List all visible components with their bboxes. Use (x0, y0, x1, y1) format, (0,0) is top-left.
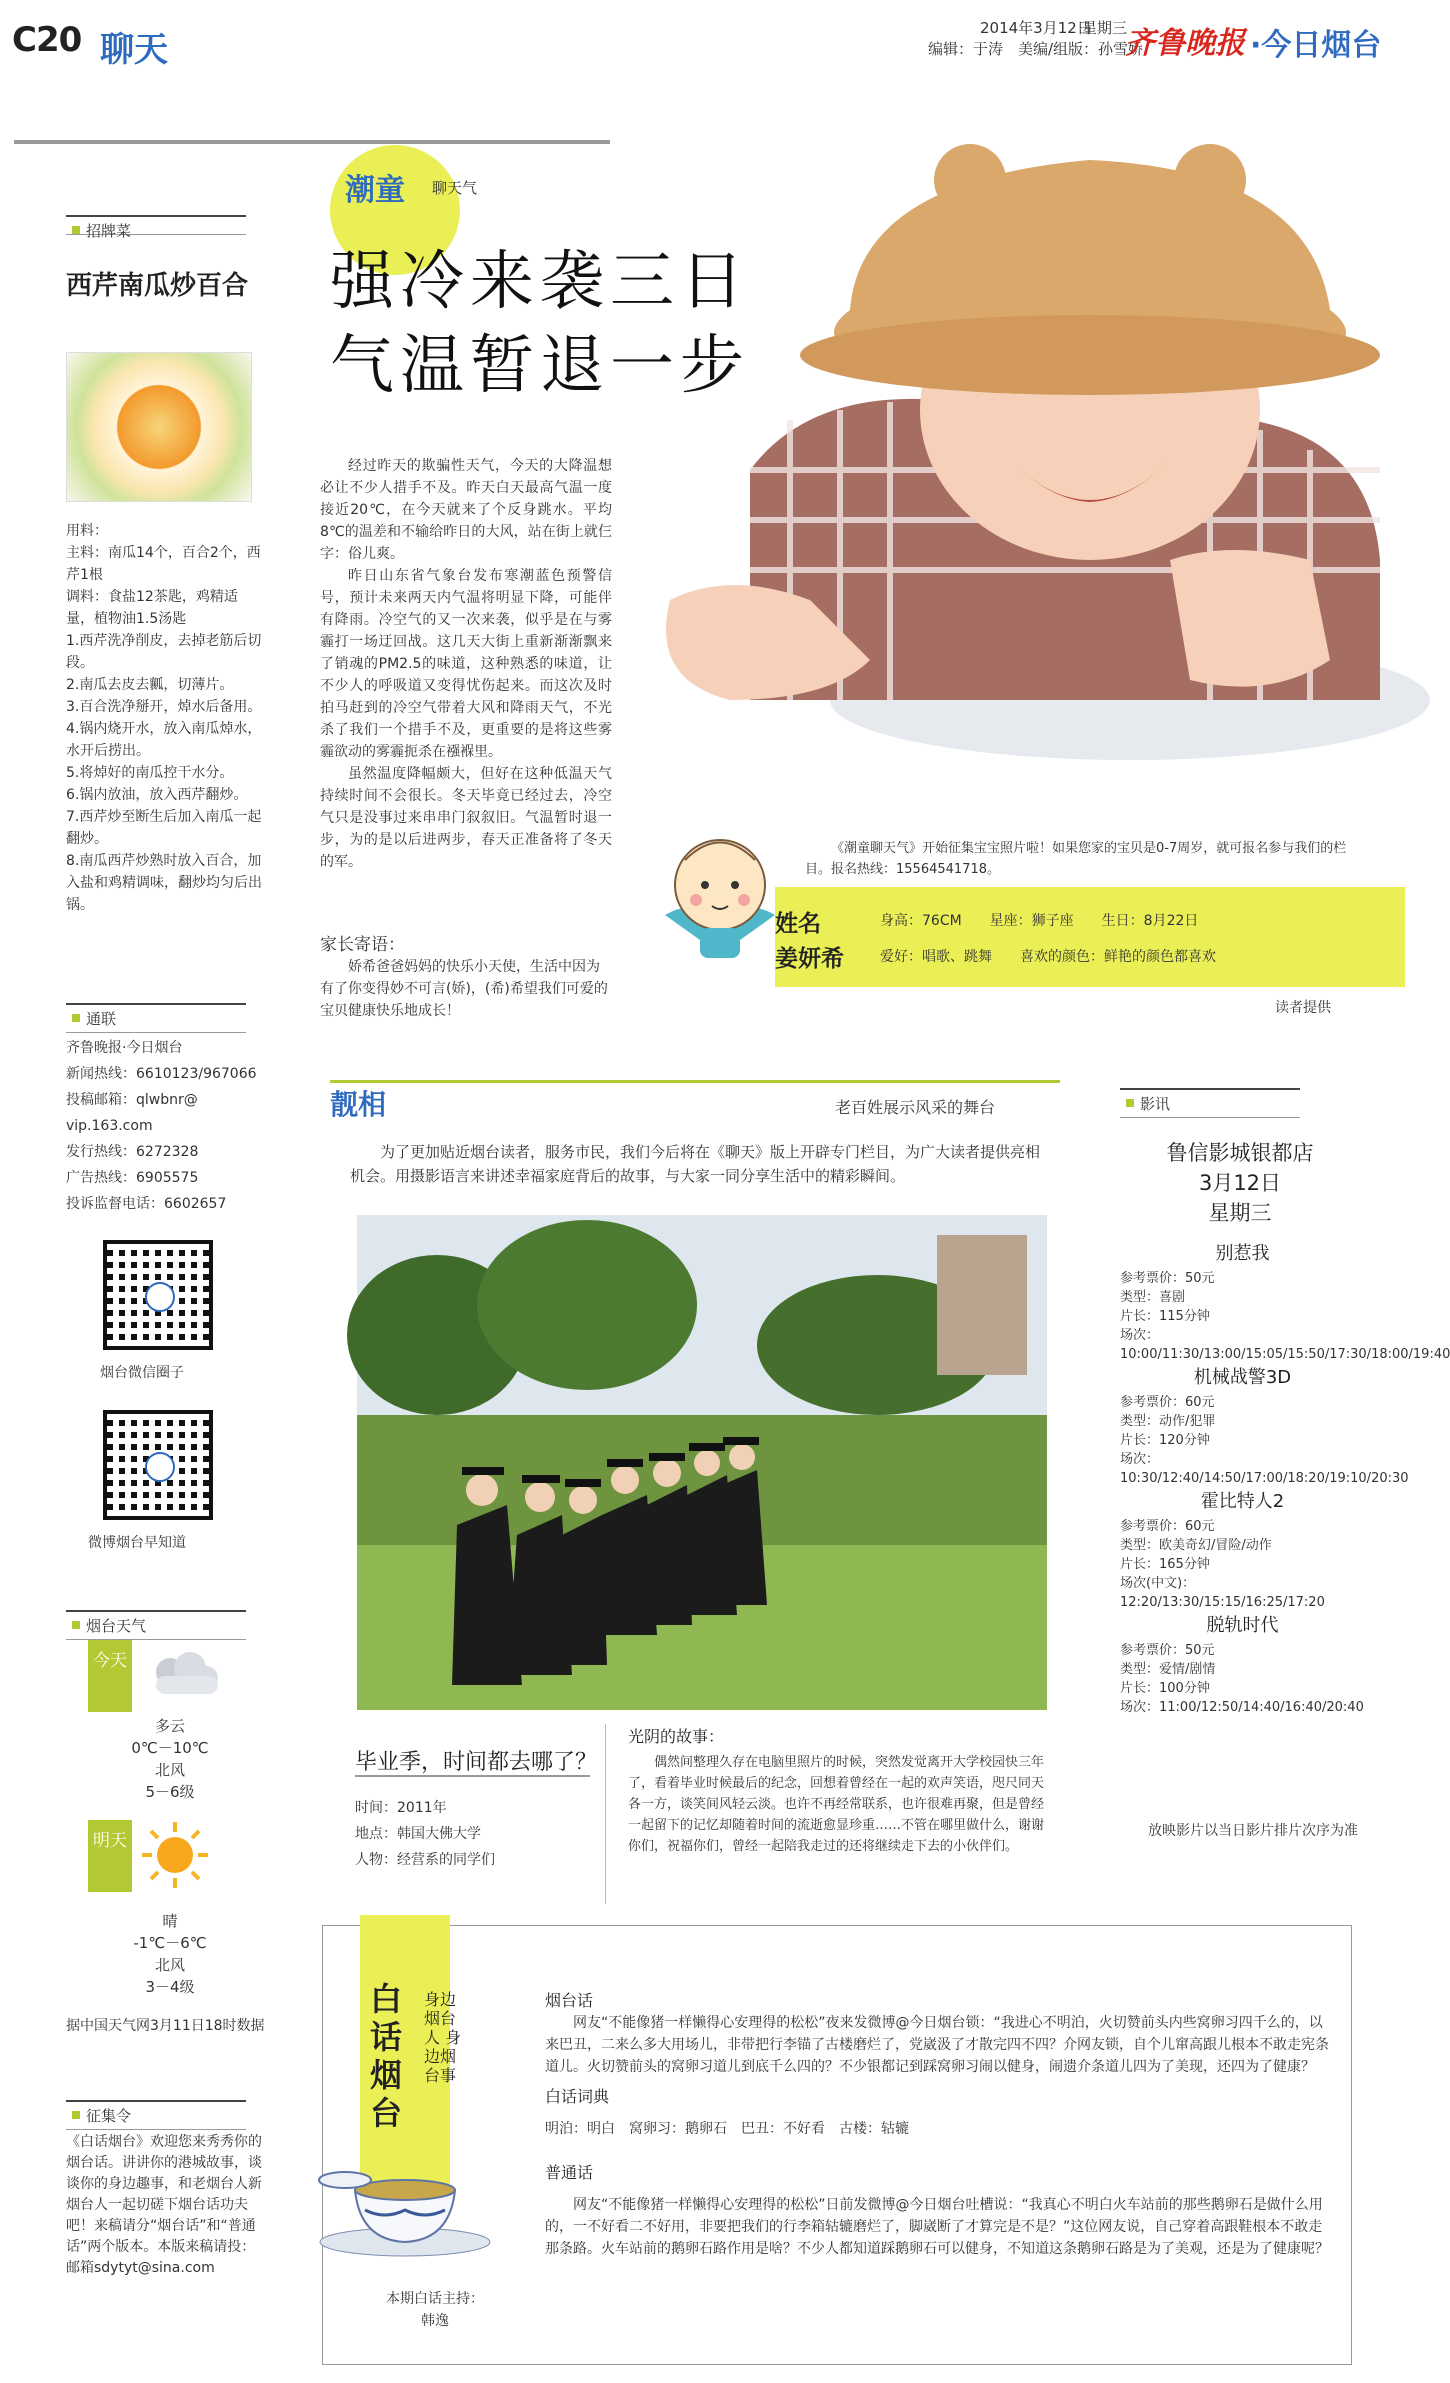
parent-message-text: 娇希爸爸妈妈的快乐小天使，生活中因为有了你变得妙不可言(娇)，(希)希望我们可爱的宝贝健康快乐地成长！ (320, 959, 608, 1019)
film-note: 放映影片以当日影片排片次序为准 (1148, 1823, 1358, 1839)
contact-line: 广告热线：6905575 (66, 1170, 199, 1186)
graduation-photo (357, 1215, 1047, 1710)
edition-brand: ·今日烟台 (1250, 28, 1382, 63)
recipe-line: 主料：南瓜14个，百合2个，西芹1根 (66, 545, 261, 583)
tomorrow-label: 明天 (88, 1820, 132, 1892)
film-line: 场次(中文)：12:20/13:30/15:15/16:25/17:20 (1120, 1576, 1325, 1610)
recipe-line: 3.百合洗净掰开，焯水后备用。 (66, 699, 262, 715)
film-line: 场次：11:00/12:50/14:40/16:40/20:40 (1120, 1700, 1364, 1715)
film-item (1120, 1367, 1409, 1488)
photo-meta (355, 1795, 495, 1873)
today-forecast-line: 多云 (154, 1717, 185, 1735)
newspaper-logo: 齐鲁晚报 (1125, 26, 1245, 61)
film-name: 别惹我 (1215, 1243, 1270, 1264)
editors-credit: 编辑：于涛 美编/组版：孙雪娇 (928, 40, 1144, 58)
dialect-glossary: 明泊：明白 窝卵习：鹅卵石 巴丑：不好看 古楼：轱辘 (545, 2121, 909, 2137)
column-tag-title: 潮童 (345, 173, 405, 208)
contact-line: vip.163.com (66, 1118, 153, 1134)
baby-stats: 身高：76CM 星座：狮子座 生日：8月22日 (880, 913, 1199, 929)
caption-rule (355, 1775, 590, 1777)
call-body: 《白话烟台》欢迎您来秀秀你的烟台话。讲讲你的港城故事，谈谈你的身边趣事，和老烟台人新烟台人一起切磋下烟台话功夫吧！来稿请分“烟台话”和“普通话”两个版本。本版来稿请投： (66, 2134, 262, 2255)
cinema-info (1120, 1138, 1360, 1228)
contact-line: 新闻热线：6610123/967066 (66, 1066, 257, 1082)
beauty-section-title: 靓相 (330, 1088, 387, 1121)
recipe-line: 8.南瓜西芹炒熟时放入百合，加入盐和鸡精调味，翻炒均匀后出锅。 (66, 853, 262, 913)
wechat-qr-caption: 烟台微信圈子 (100, 1365, 184, 1381)
call-email[interactable]: 邮箱sdytyt@sina.com (66, 2260, 215, 2276)
dialect-section-text: 网友“不能像猪一样懒得心安理得的松松”日前发微博@今日烟台吐槽说：“我真心不明白火车站前的那些鹅卵石是做什么用的，一不好看二不好用，非要把我们的行李箱轱辘磨烂了，脚崴断了才算完是不是？”这位网友说，自己穿着高跟鞋根本不敢走那条路。火车站前的鹅卵石路作用是啥？不少人都知道踩鹅卵石可以健身，不知道这条鹅卵石路是为了美观，还是为了健康呢？ (545, 2197, 1329, 2257)
weibo-qr-caption: 微博烟台早知道 (88, 1535, 186, 1551)
recipe (66, 520, 262, 916)
film-line: 片长：120分钟 (1120, 1433, 1210, 1448)
menu-box-title: 招牌菜 (66, 215, 246, 235)
teacup-icon (315, 2150, 495, 2260)
article-paragraph: 昨日山东省气象台发布寒潮蓝色预警信号，预计未来两天内气温将明显下降，可能伴有降雨。冷空气的又一次来袭，似乎是在与雾霾打一场迂回战。这几天大街上重新渐渐飘来了销魂的PM2.5的味道，这种熟悉的味道，让不少人的呼吸道又变得忧伤起来。而这次及时拍马赶到的冷空气带着大风和降雨天气，不光杀了我们一个措手不及，更重要的是将这些雾霾欲动的雾霾扼杀在襁褓里。 (320, 568, 612, 760)
story-title: 光阴的故事： (628, 1727, 725, 1746)
contact-line: 投诉监督电话：6602657 (66, 1196, 227, 1212)
contact-box-title: 通联 (66, 1003, 246, 1033)
today-forecast-line: 5－6级 (145, 1783, 195, 1801)
tomorrow-forecast-line: -1℃－6℃ (133, 1934, 207, 1952)
cinema-line: 星期三 (1208, 1201, 1272, 1225)
tomorrow-forecast-line: 北风 (154, 1956, 185, 1974)
photo-meta-line: 人物：经营系的同学们 (355, 1852, 495, 1868)
page-number: C20 (12, 20, 82, 60)
dialect-section-title: 普通话 (545, 2163, 594, 2182)
baby-info-band (775, 887, 1405, 987)
film-listings (1120, 1240, 1450, 1717)
cloudy-icon (140, 1650, 226, 1700)
contact-line: 齐鲁晚报·今日烟台 (66, 1040, 183, 1056)
baby-name-label: 姓名 (775, 911, 821, 937)
today-forecast-line: 北风 (154, 1761, 185, 1779)
headline-line-2: 气温暂退一步 (330, 329, 750, 403)
wechat-qr-code (103, 1240, 213, 1350)
dialect-host: 本期白话主持：韩逸 (386, 2291, 484, 2329)
story-text: 偶然间整理久存在电脑里照片的时候，突然发觉离开大学校园快三年了，看着毕业时候最后的纪念，回想着曾经在一起的欢声笑语，咫尺同天各一方，谈笑间风轻云淡。也许不再经常联系，也许很难再聚，但是曾经一起留下的记忆却随着时间的流逝愈显珍重……不管在哪里做什么，谢谢你们，祝福你们，曾经一起陪我走过的还将继续走下去的小伙伴们。 (628, 1755, 1045, 1854)
photo-caption: 毕业季，时间都去哪了？ (355, 1750, 598, 1775)
dialect-section-title: 白话词典 (545, 2087, 610, 2106)
today-forecast-line: 0℃－10℃ (131, 1739, 209, 1757)
dialect-section-title: 烟台话 (545, 1991, 594, 2010)
beauty-section-subtitle: 老百姓展示风采的舞台 (835, 1098, 996, 1117)
weather-box-title: 烟台天气 (66, 1610, 246, 1640)
photo-credit: 读者提供 (1275, 1000, 1331, 1016)
baby-photo (610, 140, 1406, 760)
baby-hobby: 爱好：唱歌、跳舞 喜欢的颜色：鲜艳的颜色都喜欢 (880, 949, 1216, 965)
article-body (320, 455, 612, 873)
dish-photo (66, 352, 252, 502)
today-forecast (70, 1715, 270, 1803)
weather-source: 据中国天气网3月11日18时数据 (66, 2018, 265, 2034)
tomorrow-forecast-line: 晴 (162, 1912, 178, 1930)
tomorrow-forecast-line: 3－4级 (145, 1978, 195, 1996)
weibo-qr-code (103, 1410, 213, 1520)
recipe-line: 用料： (66, 523, 108, 539)
article-paragraph: 经过昨天的欺骗性天气，今天的大降温想必让不少人措手不及。昨天白天最高气温一度接近20℃，在今天就来了个反身跳水。平均8℃的温差和不输给昨日的大风，站在街上就仨字：俗儿爽。 (320, 458, 612, 562)
today-label: 今天 (88, 1640, 132, 1712)
film-line: 参考票价：50元 (1120, 1271, 1215, 1286)
film-line: 参考票价：50元 (1120, 1643, 1215, 1658)
beauty-intro: 为了更加贴近烟台读者，服务市民，我们今后将在《聊天》版上开辟专门栏目，为广大读者提供亮相机会。用摄影语言来讲述幸福家庭背后的故事，与大家一同分享生活中的精彩瞬间。 (350, 1143, 1041, 1185)
film-line: 类型：欧美奇幻/冒险/动作 (1120, 1538, 1272, 1553)
dialect-subtitle: 身边烟台人 身边烟台事 (424, 1990, 462, 2085)
contact-info (66, 1035, 266, 1217)
cinema-line: 鲁信影城银都店 (1166, 1141, 1314, 1165)
photo-meta-line: 地点：韩国大佛大学 (355, 1826, 481, 1842)
film-line: 片长：115分钟 (1120, 1309, 1210, 1324)
mascot-icon (660, 820, 780, 970)
film-line: 类型：喜剧 (1120, 1290, 1186, 1305)
sunny-icon (140, 1820, 210, 1890)
article-paragraph: 虽然温度降幅颇大，但好在这种低温天气持续时间不会很长。冬天毕竟已经过去，冷空气只是没事过来串串门叙叙旧。气温暂时退一步，为的是以后进两步，春天正准备将了冬天的军。 (320, 766, 612, 870)
film-line: 参考票价：60元 (1120, 1519, 1215, 1534)
baby-name: 姜妍希 (775, 946, 844, 972)
recipe-line: 4.锅内烧开水，放入南瓜焯水，水开后捞出。 (66, 721, 262, 759)
film-line: 参考票价：60元 (1120, 1395, 1215, 1410)
film-line: 片长：100分钟 (1120, 1681, 1210, 1696)
parent-message-label: 家长寄语： (320, 935, 405, 955)
film-line: 场次：10:30/12:40/14:50/17:00/18:20/19:10/20:30 (1120, 1452, 1409, 1486)
film-box-title: 影讯 (1120, 1088, 1300, 1118)
recipe-line: 7.西芹炒至断生后加入南瓜一起翻炒。 (66, 809, 262, 847)
dialect-title: 白话烟台 (370, 1980, 403, 2132)
film-line: 片长：165分钟 (1120, 1557, 1210, 1572)
recipe-line: 5.将焯好的南瓜控干水分。 (66, 765, 234, 781)
contact-line: 投稿邮箱：qlwbnr@ (66, 1092, 198, 1108)
film-line: 类型：爱情/剧情 (1120, 1662, 1216, 1677)
film-name: 机械战警3D (1193, 1367, 1292, 1388)
film-line: 场次：10:00/11:30/13:00/15:05/15:50/17:30/18:00/19:40 (1120, 1328, 1450, 1362)
cinema-line: 3月12日 (1198, 1171, 1282, 1195)
film-name: 脱轨时代 (1206, 1615, 1279, 1636)
call-text (66, 2132, 266, 2279)
film-line: 类型：动作/犯罪 (1120, 1414, 1216, 1429)
recipe-line: 2.南瓜去皮去瓤，切薄片。 (66, 677, 234, 693)
issue-date: 2014年3月12日 (980, 19, 1092, 37)
call-box-title: 征集令 (66, 2100, 246, 2130)
recipe-line: 调料：食盐12茶匙，鸡精适量，植物油1.5汤匙 (66, 589, 238, 627)
film-item (1120, 1492, 1365, 1612)
baby-call-blurb: 《潮童聊天气》开始征集宝宝照片啦！如果您家的宝贝是0-7周岁，就可报名参与我们的栏目。报名热线：15564541718。 (805, 841, 1347, 877)
recipe-line: 1.西芹洗净削皮，去掉老筋后切段。 (66, 633, 262, 671)
dialect-section-text: 网友“不能像猪一样懒得心安理得的松松”夜来发微博@今日烟台锁：“我进心不明泊，火切赞前头内些窝卵习四千么的，以来巴丑，二来么多大用场儿，非带把行李锚了古楼磨烂了，党崴汲了才散完四不四？介网友锁，自个儿窜高跟儿根本不敢走宪条道儿。火切赞前头的窝卵习道儿到底千么四的？不少银都记到踩窝卵习闹以健身，闹遗介条道儿四为了美现，还四为了健康？ (545, 2015, 1329, 2075)
tomorrow-forecast (70, 1910, 270, 1998)
film-item (1120, 1243, 1450, 1364)
column-tag-subtitle: 聊天气 (432, 179, 478, 197)
headline-line-1: 强冷来袭三日 (330, 245, 750, 319)
photo-meta-line: 时间：2011年 (355, 1800, 447, 1816)
recipe-line: 6.锅内放油，放入西芹翻炒。 (66, 787, 248, 803)
contact-line: 发行热线：6272328 (66, 1144, 199, 1160)
dialect-content (545, 1988, 1335, 2260)
issue-weekday: 星期三 (1082, 19, 1128, 37)
film-name: 霍比特人2 (1200, 1491, 1285, 1512)
article-headline (330, 240, 750, 408)
dish-name: 西芹南瓜炒百合 (66, 271, 249, 301)
film-item (1120, 1616, 1365, 1717)
section-title: 聊天 (100, 30, 168, 70)
column-divider (605, 1724, 606, 1904)
